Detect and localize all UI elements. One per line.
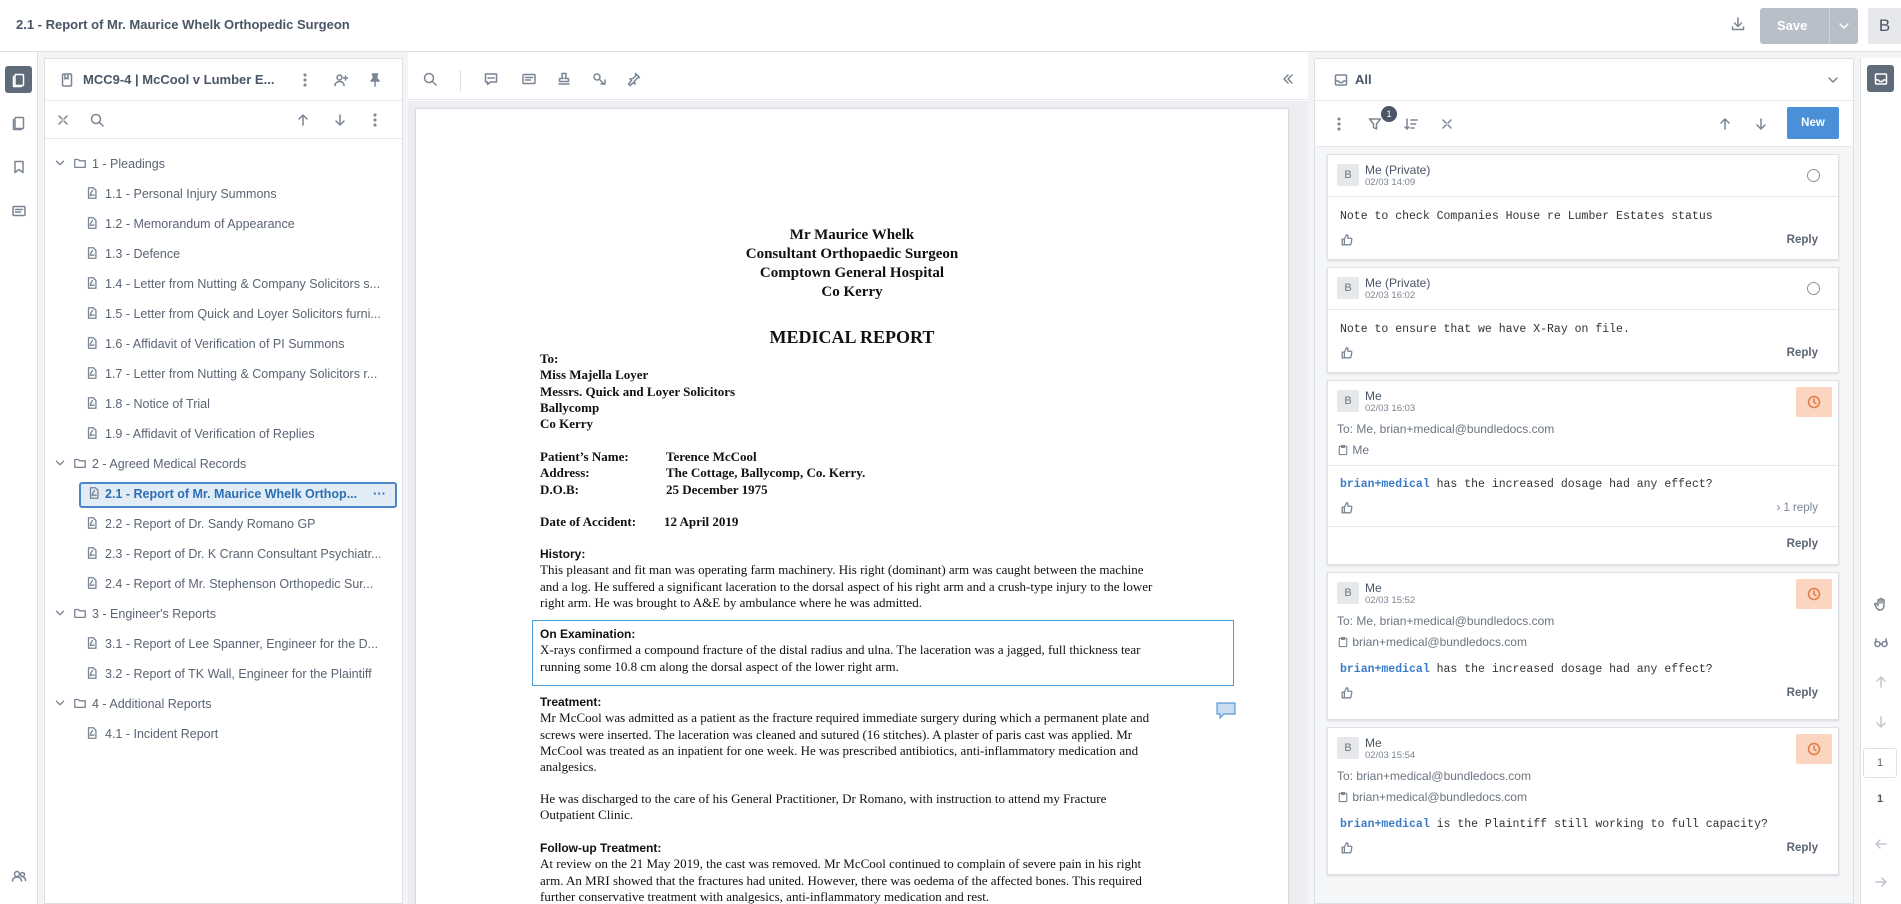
files-icon [11,115,27,131]
search-icon [422,71,438,87]
recipient-block [540,351,1240,432]
tree-search-button[interactable] [89,112,105,128]
tree-folder[interactable] [45,691,402,717]
comment-marker-icon [1216,702,1236,720]
comment-time: 02/03 14:09 [1365,177,1416,188]
chevron-down-icon[interactable] [53,696,67,710]
comment-card[interactable] [1327,267,1839,373]
pdf-document-icon [85,546,99,560]
report-heading: MEDICAL REPORT [769,327,935,347]
card-divider [1328,526,1838,527]
tree-document[interactable] [45,661,402,687]
mention: brian+medical [1340,663,1430,676]
document-page [416,109,1288,904]
tree-document[interactable] [45,211,402,237]
tree-list [45,151,402,851]
tree-document[interactable] [45,241,402,267]
tree-toolbar [45,101,402,139]
reply-button[interactable]: Reply [1786,842,1818,854]
comments-list [1315,147,1853,903]
exam-heading: On Examination: [540,627,636,641]
tree-item-label: 1.8 - Notice of Trial [105,397,210,411]
comment-assignee: brian+medical@bundledocs.com [1352,635,1527,649]
collapse-comments-button[interactable] [1439,116,1455,132]
share-bundle-button[interactable] [333,72,349,88]
page-comment-marker[interactable] [1216,702,1236,720]
comment-author: Me (Private) [1365,276,1431,290]
comment-icon [483,71,499,87]
pdf-document-icon [85,306,99,320]
shapes-icon [591,71,607,87]
tree-item-label: 1.7 - Letter from Nutting & Company Solicitors r... [105,367,378,381]
mention: brian+medical [1340,478,1430,491]
tree-document[interactable] [45,421,402,447]
comment-card[interactable] [1327,572,1839,720]
accident-line [540,514,1240,530]
tree-item-label: 1.4 - Letter from Nutting & Company Solicitors s... [105,277,381,291]
download-icon [1730,16,1746,32]
dob-label: D.O.B: [540,481,579,497]
recipient-line: Miss Majella Loyer [540,367,649,383]
tree-item-label: 1.5 - Letter from Quick and Loyer Solicitors furni... [105,307,381,321]
viewer-toolbar [408,58,1308,100]
tree-document[interactable] [45,721,402,747]
comment-avatar: B [1337,390,1359,412]
pin-icon [367,72,383,88]
comment-time: 02/03 15:52 [1365,595,1416,606]
documents-icon [11,72,27,88]
reminder-button[interactable] [1796,734,1832,764]
toolbar-divider [460,70,461,92]
letterhead-line: Co Kerry [821,284,883,300]
like-button[interactable] [1340,233,1354,247]
history-section [540,546,1240,611]
comment-author: Me [1365,736,1382,750]
reply-button[interactable]: Reply [1786,538,1818,550]
next-page-button[interactable] [1871,712,1891,732]
comment-text: Note to ensure that we have X-Ray on file. [1340,323,1630,336]
history-heading: History: [540,547,586,561]
filter-dropdown-button[interactable] [1825,72,1841,88]
recipient-line: Co Kerry [540,416,594,432]
like-button[interactable] [1340,501,1354,515]
followup-line: arm. An MRI showed that the fractures had united. However, there was oedema of the affected bones. This required [540,872,1142,888]
tree-item-label: 2 - Agreed Medical Records [92,457,247,471]
folder-icon [73,696,87,710]
pdf-document-icon [85,216,99,230]
card-divider [1328,309,1838,310]
treatment-heading: Treatment: [540,695,602,709]
comment-assignee: brian+medical@bundledocs.com [1352,790,1527,804]
tree-folder[interactable] [45,451,402,477]
rail-users-button[interactable] [5,862,32,889]
tree-folder[interactable] [45,151,402,177]
reply-button[interactable]: Reply [1786,347,1818,359]
chevron-down-icon [1836,18,1852,34]
pin-icon [626,71,642,87]
comment-avatar: B [1337,164,1359,186]
tree-item-label: 4 - Additional Reports [92,697,212,711]
like-button[interactable] [1340,686,1354,700]
filter-count-badge: 1 [1381,106,1397,122]
clock-icon [1806,586,1822,602]
sort-button[interactable] [1403,116,1419,132]
followup-section [540,840,1240,904]
reminder-button[interactable] [1796,387,1832,417]
tree-more-button[interactable] [367,112,383,128]
view-mode-button[interactable] [1871,632,1891,652]
more-vertical-icon [297,72,313,88]
rail-bookmarks-button[interactable] [5,153,32,180]
left-icon-rail [0,52,38,904]
collapse-icon [55,112,71,128]
tree-document[interactable] [45,541,402,567]
thumbs-up-icon [1340,686,1354,700]
comments-header [1315,59,1853,101]
arrow-left-icon [1873,836,1889,852]
arrow-right-icon [1873,874,1889,890]
like-button[interactable] [1340,346,1354,360]
patient-name-label: Patient’s Name: [540,449,629,464]
clipboard-icon [1337,791,1349,803]
save-button[interactable] [1760,8,1858,44]
patient-details [540,449,1240,498]
rail-notes-button[interactable] [5,197,32,224]
clock-icon [1806,741,1822,757]
arrow-down-icon [332,112,348,128]
exam-line: running some 10.8 cm along the dorsal aspect of the lower right arm. [540,658,899,674]
viewer-search-button[interactable] [422,71,438,87]
followup-line: further conservative treatment with analgesics, anti-inflammatory medication and rest. [540,888,990,904]
reply-button[interactable]: Reply [1786,234,1818,246]
discharge-line: He was discharged to the care of his General Practitioner, Dr Romano, with instruction to attend my Fracture [540,791,1107,806]
more-vertical-icon [367,112,383,128]
letterhead-line: Mr Maurice Whelk [789,227,915,243]
go-back-button[interactable] [1871,834,1891,854]
note-icon [521,71,537,87]
users-icon [11,868,27,884]
hand-icon [1873,596,1889,612]
pdf-document-icon [85,366,99,380]
viewer-pin-button[interactable] [626,71,642,87]
tree-document[interactable] [45,181,402,207]
tree-item-label: 3.2 - Report of TK Wall, Engineer for the Plaintiff [105,667,372,681]
treatment-line: McCool was treated as an inpatient for one week. He was prescribed antibiotics, anti-inflammatory medication and [540,742,1139,758]
rail-bundle-button[interactable] [5,66,32,93]
tree-item-label: 3.1 - Report of Lee Spanner, Engineer for the D... [105,637,379,651]
arrow-down-icon [1873,714,1889,730]
collapse-all-button[interactable] [55,112,71,128]
recipient-line: Messrs. Quick and Loyer Solicitors [540,383,736,399]
user-avatar-button[interactable]: B [1868,8,1901,44]
collapse-icon [1439,116,1455,132]
pdf-document-icon [85,396,99,410]
tree-item-label: 1.9 - Affidavit of Verification of Replies [105,427,315,441]
page-area[interactable] [408,101,1308,904]
card-divider [1328,465,1838,466]
tree-item-label: 1.6 - Affidavit of Verification of PI Summons [105,337,345,351]
treatment-line: Mr McCool was admitted as a patient as the fracture required immediate surgery during which a permanent plate and [540,710,1150,726]
add-comment-button[interactable] [483,71,499,87]
comment-assignee: Me [1352,443,1370,457]
comment-card[interactable] [1327,727,1839,875]
comment-card[interactable] [1327,380,1839,565]
clipboard-icon [1337,444,1349,456]
filter-icon [1367,116,1383,132]
tree-item-label: 2.1 - Report of Mr. Maurice Whelk Orthop... [105,487,358,501]
pdf-document-icon [85,636,99,650]
notes-icon [11,203,27,219]
download-button[interactable] [1730,16,1750,36]
comment-card[interactable] [1327,154,1839,260]
chevron-down-icon[interactable] [53,606,67,620]
bundle-header [45,59,402,101]
tree-item-label: 3 - Engineer's Reports [92,607,216,621]
comments-panel [1314,58,1854,904]
thumbs-up-icon [1340,501,1354,515]
pdf-document-icon [85,726,99,740]
comment-text: brian+medical has the increased dosage had any effect? [1340,478,1713,491]
comment-author: Me [1365,581,1382,595]
previous-comment-button[interactable] [1717,116,1733,132]
pdf-document-icon [87,486,101,500]
examination-section [540,626,1240,675]
right-icon-rail [1860,58,1901,904]
pdf-document-icon [85,576,99,590]
treatment-line: screws were inserted. The laceration was cleaned and sutured (16 stitches). A plaster of paris cast was applied. Mr [540,726,1133,742]
pdf-document-icon [85,186,99,200]
letterhead-line: Comptown General Hospital [759,265,945,281]
item-options-button[interactable]: ··· [373,486,386,501]
arrow-up-icon [1717,116,1733,132]
tree-document[interactable] [45,331,402,357]
add-note-button[interactable] [521,71,537,87]
treatment-section [540,694,1240,775]
tree-item-label: 1.1 - Personal Injury Summons [105,187,277,201]
tree-document[interactable] [45,571,402,597]
tree-item-label: 1.3 - Defence [105,247,181,261]
pin-panel-button[interactable] [367,72,383,88]
comment-author: Me [1365,389,1382,403]
bundle-icon [59,72,75,88]
new-comment-button[interactable]: New [1787,107,1839,139]
followup-heading: Follow-up Treatment: [540,841,662,855]
sort-icon [1403,116,1419,132]
bundle-title[interactable]: MCC9-4 | McCool v Lumber E... [83,72,275,87]
mention: brian+medical [1340,818,1430,831]
chevron-down-icon[interactable] [53,456,67,470]
thumbs-up-icon [1340,233,1354,247]
history-line: right arm. He was brought to A&E by ambulance where he was admitted. [540,594,922,610]
tree-item-label: 1 - Pleadings [92,157,165,171]
rail-comments-button[interactable] [1867,65,1894,92]
arrow-up-icon [1873,674,1889,690]
document-viewer [408,52,1308,904]
pdf-document-icon [85,666,99,680]
search-icon [89,112,105,128]
comment-text: brian+medical is the Plaintiff still working to full capacity? [1340,818,1768,831]
redact-button[interactable] [591,71,607,87]
resolve-toggle[interactable] [1807,282,1820,295]
save-button-label: Save [1777,18,1808,33]
tree-folder[interactable] [45,601,402,627]
comment-text: brian+medical has the increased dosage had any effect? [1340,663,1713,676]
bookmark-icon [11,159,27,175]
tree-document[interactable] [45,301,402,327]
comment-author: Me (Private) [1365,163,1431,177]
card-divider [1328,196,1838,197]
top-bar [0,0,1901,52]
arrow-down-icon [1753,116,1769,132]
discharge-section [540,791,1240,824]
document-title: 2.1 - Report of Mr. Maurice Whelk Orthopedic Surgeon [16,17,350,32]
previous-page-button[interactable] [1871,672,1891,692]
like-button[interactable] [1340,841,1354,855]
thumbs-up-icon [1340,346,1354,360]
tree-document[interactable] [45,631,402,657]
stamp-icon [556,71,572,87]
comment-recipients: To: Me, brian+medical@bundledocs.com [1337,614,1555,628]
inbox-icon [1333,72,1349,88]
pdf-document-icon [85,276,99,290]
inbox-icon [1873,71,1889,87]
patient-name: Terence McCool [666,449,757,464]
move-down-button[interactable] [332,112,348,128]
followup-line: At review on the 21 May 2019, the cast was removed. Mr McCool continued to complain of severe pain in his right [540,856,1142,872]
thumbs-up-icon [1340,841,1354,855]
letterhead-line: Consultant Orthopaedic Surgeon [745,246,959,262]
tree-item-label: 2.3 - Report of Dr. K Crann Consultant Psychiatr... [105,547,382,561]
reply-button[interactable]: Reply [1786,687,1818,699]
rail-files-button[interactable] [5,109,32,136]
history-line: and a log. He suffered a significant laceration to the dorsal aspect of his right arm and a crush-type injury to the lower [540,578,1153,594]
letterhead [416,226,1288,302]
page-total: 1 [1876,793,1884,805]
exam-line: X-rays confirmed a compound fracture of the distal radius and ulna. The laceration was a jagged, full thickness tear [540,642,1141,658]
discharge-line: Outpatient Clinic. [540,807,634,823]
pdf-document-icon [85,336,99,350]
tree-item-label: 4.1 - Incident Report [105,727,219,741]
next-comment-button[interactable] [1753,116,1769,132]
history-line: This pleasant and fit man was operating farm machinery. His right (dominant) arm was caught between the machine [540,562,1144,578]
address-label: Address: [540,465,590,481]
pdf-document-icon [85,426,99,440]
resolve-toggle[interactable] [1807,169,1820,182]
clock-icon [1806,394,1822,410]
comment-time: 02/03 16:03 [1365,403,1416,414]
tree-document[interactable] [45,361,402,387]
recipient-line: To: [540,351,559,366]
tree-document[interactable] [45,481,402,507]
page-number-input[interactable]: 1 [1863,748,1897,778]
tree-item-label: 1.2 - Memorandum of Appearance [105,217,295,231]
accident-label: Date of Accident: [540,514,637,529]
folder-icon [73,156,87,170]
tree-item-label: 2.2 - Report of Dr. Sandy Romano GP [105,517,316,531]
dob-value: 25 December 1975 [666,481,768,497]
glasses-icon [1873,634,1889,650]
filter-button[interactable] [1367,116,1383,132]
folder-icon [73,606,87,620]
bundle-tree-panel [44,58,403,904]
save-divider [1829,8,1830,44]
tree-document[interactable] [45,271,402,297]
comment-avatar: B [1337,582,1359,604]
clipboard-icon [1337,636,1349,648]
comment-recipients: To: brian+medical@bundledocs.com [1337,769,1531,783]
bundle-menu-button[interactable] [297,72,313,88]
tree-item-label: 2.4 - Report of Mr. Stephenson Orthopedic Sur... [105,577,374,591]
tree-document[interactable] [45,391,402,417]
pdf-document-icon [85,516,99,530]
accident-value: 12 April 2019 [664,514,739,529]
collapse-viewer-button[interactable] [1280,71,1296,87]
comments-toolbar [1315,101,1853,147]
add-user-icon [333,72,349,88]
recipient-line: Ballycomp [540,399,600,415]
comment-avatar: B [1337,737,1359,759]
comment-recipients: To: Me, brian+medical@bundledocs.com [1337,422,1555,436]
view-replies-link[interactable]: › 1 reply [1776,502,1818,514]
pan-tool-button[interactable] [1871,594,1891,614]
comments-filter-label[interactable]: All [1355,72,1372,87]
comments-more-button[interactable] [1331,116,1347,132]
treatment-line: analgesics. [540,759,597,775]
reminder-button[interactable] [1796,579,1832,609]
address-value: The Cottage, Ballycomp, Co. Kerry. [666,465,866,481]
chevron-down-icon[interactable] [53,156,67,170]
comment-time: 02/03 15:54 [1365,750,1416,761]
go-forward-button[interactable] [1871,872,1891,892]
chevron-down-icon [1825,72,1841,88]
more-vertical-icon [1331,116,1347,132]
tree-document[interactable] [45,511,402,537]
chevrons-left-icon [1280,71,1296,87]
comment-avatar: B [1337,277,1359,299]
save-options-chevron[interactable] [1836,18,1852,34]
stamp-button[interactable] [556,71,572,87]
pdf-document-icon [85,246,99,260]
comment-text: Note to check Companies House re Lumber Estates status [1340,210,1713,223]
folder-icon [73,456,87,470]
move-up-button[interactable] [295,112,311,128]
comment-time: 02/03 16:02 [1365,290,1416,301]
arrow-up-icon [295,112,311,128]
